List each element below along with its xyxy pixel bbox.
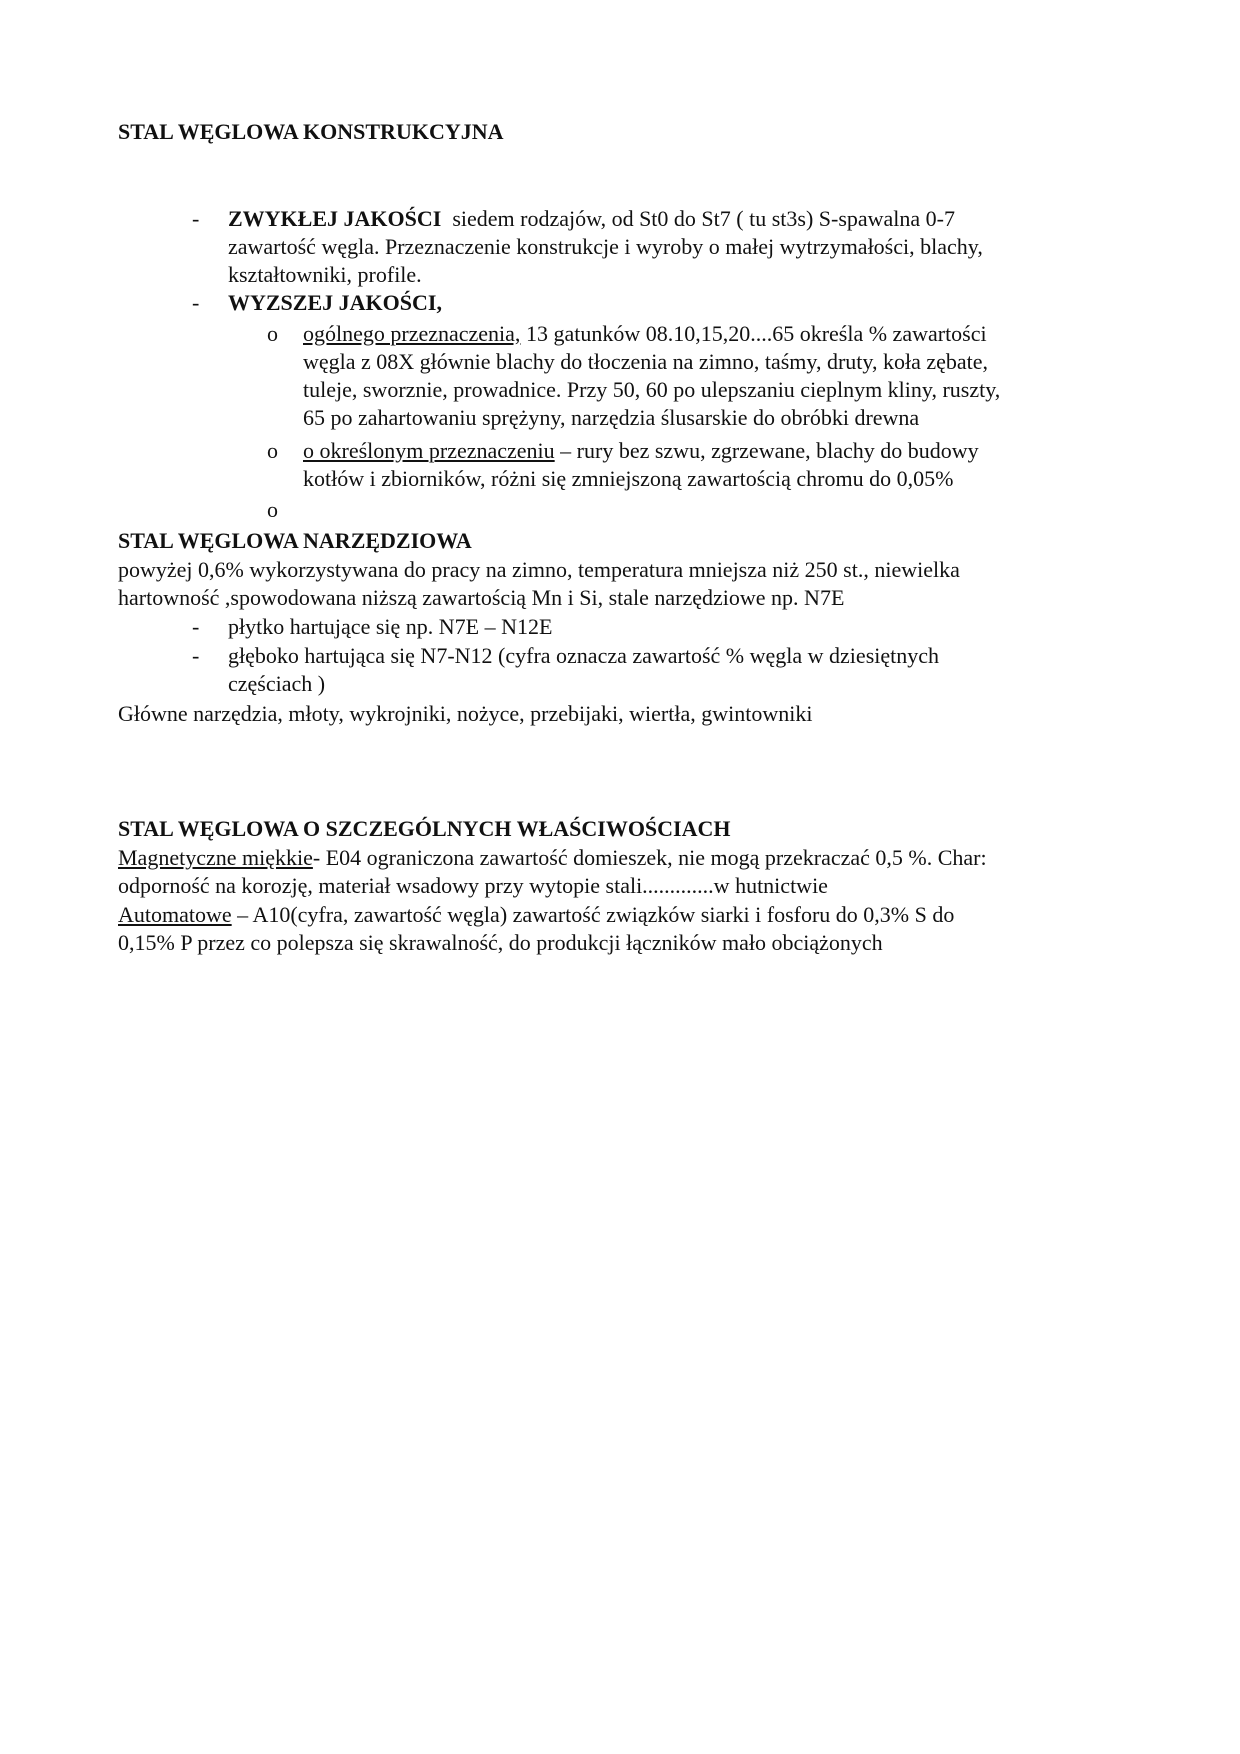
text-line: kotłów i zbiorników, różni się zmniejszoną zawartością chromu do 0,05% — [303, 466, 954, 491]
heading-special-properties: STAL WĘGLOWA O SZCZEGÓLNYCH WŁAŚCIWOŚCIACH — [118, 816, 731, 841]
text-line: kształtowniki, profile. — [228, 262, 422, 287]
bullet-circle: o — [267, 321, 278, 346]
term-specific-purpose: o określonym przeznaczeniu — [303, 438, 555, 463]
text-line: odporność na korozję, materiał wsadowy przy wytopie stali.............w hutnictwie — [118, 873, 828, 898]
paragraph-soft-magnetic — [118, 844, 987, 872]
text-line: 65 po zahartowaniu sprężyny, narzędzia ślusarskie do obróbki drewna — [303, 405, 920, 430]
term-soft-magnetic: Magnetyczne miękkie — [118, 845, 313, 870]
term-higher-quality: WYZSZEJ JAKOŚCI, — [228, 290, 442, 315]
text-span: – A10(cyfra, zawartość węgla) zawartość związków siarki i fosforu do 0,3% S do — [231, 902, 955, 927]
bullet-dash: - — [192, 290, 200, 315]
list-item-ordinary-quality — [228, 205, 955, 233]
text-line: 0,15% P przez co polepsza się skrawalność, do produkcji łączników mało obciążonych — [118, 930, 883, 955]
text-line: Główne narzędzia, młoty, wykrojniki, nożyce, przebijaki, wiertła, gwintowniki — [118, 701, 813, 726]
list-item-deep-hardening: głęboko hartująca się N7-N12 (cyfra oznacza zawartość % węgla w dziesiętnych — [228, 643, 940, 668]
paragraph-free-cutting — [118, 901, 954, 929]
bullet-circle: o — [267, 497, 278, 522]
text-line: węgla z 08X głównie blachy do tłoczenia na zimno, taśmy, druty, koła zębate, — [303, 349, 989, 374]
text-span: 13 gatunków 08.10,15,20....65 określa % zawartości — [525, 321, 987, 346]
heading-tool-steel: STAL WĘGLOWA NARZĘDZIOWA — [118, 528, 472, 553]
text-line: hartowność ,spowodowana niższą zawartością Mn i Si, stale narzędziowe np. N7E — [118, 585, 845, 610]
list-item-shallow-hardening: płytko hartujące się np. N7E – N12E — [228, 614, 553, 639]
term-general-purpose: ogólnego przeznaczenia, — [303, 321, 521, 346]
sub-item-general-purpose — [303, 320, 987, 348]
text-span: – rury bez szwu, zgrzewane, blachy do budowy — [560, 438, 979, 463]
heading-structural-steel: STAL WĘGLOWA KONSTRUKCYJNA — [118, 119, 504, 144]
bullet-dash: - — [192, 643, 200, 668]
term-free-cutting: Automatowe — [118, 902, 232, 927]
bullet-dash: - — [192, 206, 200, 231]
text-span: - E04 ograniczona zawartość domieszek, nie mogą przekraczać 0,5 %. Char: — [312, 845, 987, 870]
text-line: częściach ) — [228, 671, 326, 696]
bullet-dash: - — [192, 614, 200, 639]
text-line: tuleje, sworznie, prowadnice. Przy 50, 60 po ulepszaniu cieplnym kliny, ruszty, — [303, 377, 1001, 402]
term-ordinary-quality: ZWYKŁEJ JAKOŚCI — [228, 206, 442, 231]
text-line: powyżej 0,6% wykorzystywana do pracy na zimno, temperatura mniejsza niż 250 st., niewielka — [118, 557, 960, 582]
text-line: zawartość węgla. Przeznaczenie konstrukcje i wyroby o małej wytrzymałości, blachy, — [228, 234, 983, 259]
sub-item-specific-purpose — [303, 437, 979, 465]
text-span: siedem rodzajów, od St0 do St7 ( tu st3s) S-spawalna 0-7 — [452, 206, 956, 231]
bullet-circle: o — [267, 438, 278, 463]
